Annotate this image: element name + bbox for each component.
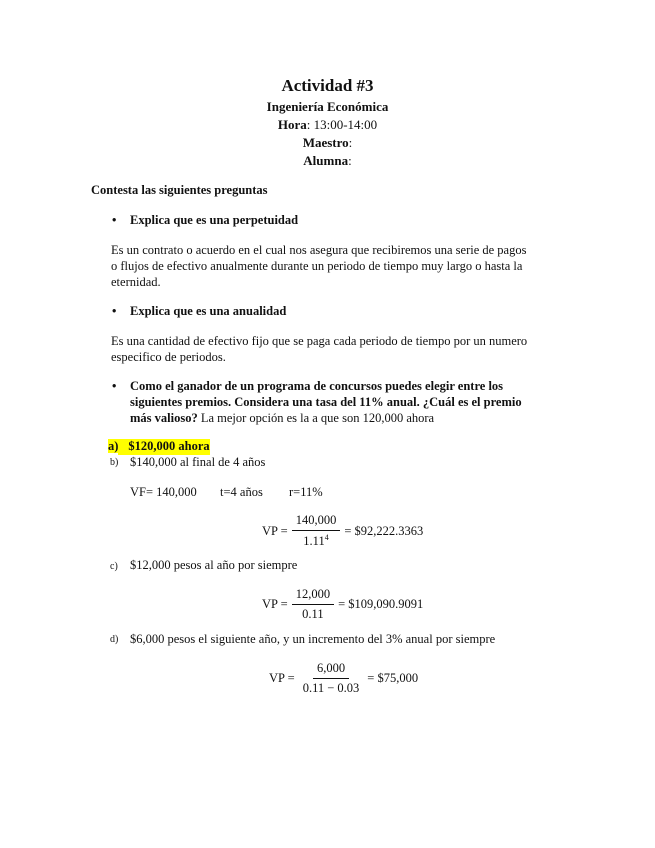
equation-c [262,587,423,622]
q3-question-last-line [130,411,434,427]
q3-question-line: siguientes premios. Considera una tasa del 11% anual. ¿Cuál es el premio [130,395,522,409]
bullet-icon: • [112,379,117,393]
document-title: Actividad #3 [281,76,374,95]
q1-answer-line: Es un contrato o acuerdo en el cual nos asegura que recibiremos una serie de pagos [111,243,527,257]
q1-answer-line: eternidad. [111,275,161,289]
equation-d-numerator: 6,000 [313,661,349,679]
equation-b-den-exp: 4 [324,533,329,542]
equation-b-fraction [292,513,341,549]
q2-answer-line: Es una cantidad de efectivo fijo que se paga cada periodo de tiempo por un numero [111,334,528,348]
q3-question-end: más valioso? [130,411,198,425]
option-a-label: a) [108,439,119,453]
equation-c-fraction [292,587,334,622]
option-d-text: $6,000 pesos el siguiente año, y un incremento del 3% anual por siempre [130,632,496,646]
alumna-label: Alumna [303,153,349,168]
hora-line [0,116,655,134]
equation-c-rhs: = $109,090.9091 [338,597,424,611]
bullet-icon: • [112,213,117,227]
option-b-text: $140,000 al final de 4 años [130,455,266,469]
hora-label: Hora [277,117,307,132]
equation-d [269,661,418,696]
maestro-line [0,134,655,152]
equation-b-den-base: 1.11 [303,534,325,549]
intro-text: Contesta las siguientes preguntas [91,183,268,197]
alumna-value: : [348,153,352,168]
equation-b-numerator: 140,000 [292,513,341,531]
option-d-label: d) [110,634,119,645]
equation-c-denominator: 0.11 [302,607,324,621]
hora-value: : 13:00-14:00 [306,117,378,132]
equation-b-denominator [299,531,332,549]
equation-b-lhs: VP = [262,523,288,538]
q1-question: Explica que es una perpetuidad [130,213,299,227]
option-b-var: VF= 140,000 [130,485,197,499]
alumna-line [0,152,655,170]
equation-c-lhs: VP = [262,597,288,611]
q3-answer: La mejor opción es la a que son 120,000 ahora [197,411,435,425]
q2-answer-line: especifico de periodos. [111,350,226,364]
maestro-value: : [348,135,353,150]
equation-d-lhs: VP = [269,671,295,685]
option-b-var: t=4 años [220,485,263,499]
q2-question: Explica que es una anualidad [130,304,287,318]
q3-question-line: Como el ganador de un programa de concursos puedes elegir entre los [130,379,504,393]
bullet-icon: • [112,304,117,318]
option-a-text: $120,000 ahora [118,439,209,455]
equation-d-rhs: = $75,000 [367,671,419,685]
q1-answer-line: o flujos de efectivo anualmente durante un periodo de tiempo muy largo o hasta la [111,259,523,273]
option-c-text: $12,000 pesos al año por siempre [130,558,298,572]
equation-c-numerator: 12,000 [292,587,334,605]
option-b-label: b) [110,457,119,468]
equation-d-denominator: 0.11 − 0.03 [302,681,360,695]
course-name: Ingeniería Económica [266,99,389,114]
option-b-var: r=11% [289,485,323,499]
equation-d-fraction [299,661,364,696]
option-c-label: c) [110,561,118,572]
equation-b [262,513,423,549]
equation-b-rhs: = $92,222.3363 [344,523,424,538]
option-a [108,439,210,455]
maestro-label: Maestro [302,135,349,150]
